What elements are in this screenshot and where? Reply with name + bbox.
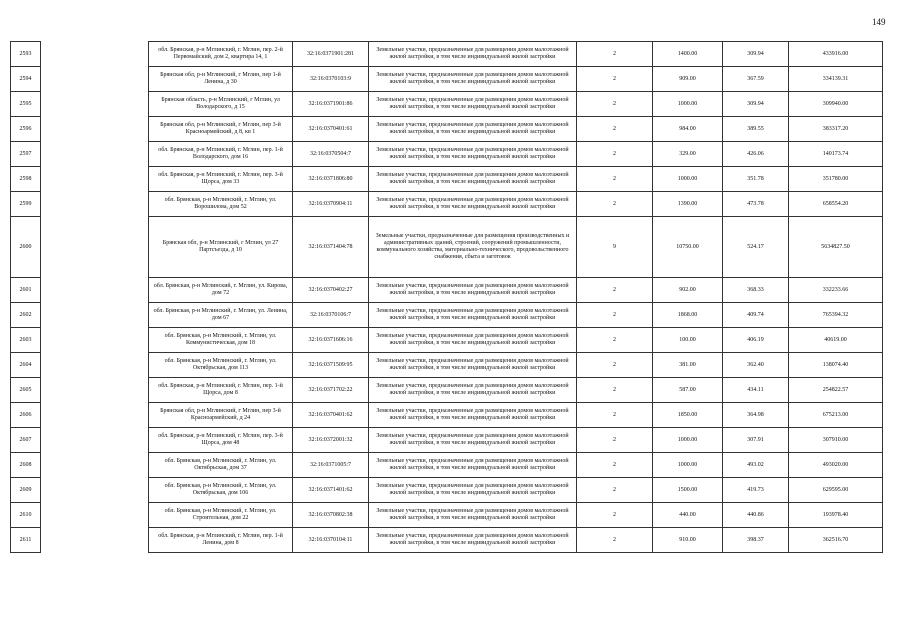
land-use-cell: Земельные участки, предназначенные для размещения домов малоэтажной жилой застройки, в том числе индивидуальной жилой застройки bbox=[369, 428, 577, 453]
table-row bbox=[11, 117, 883, 142]
specific-value-cell: 364.98 bbox=[723, 403, 789, 428]
cadastral-number-cell: 32:16:0370504:7 bbox=[293, 142, 369, 167]
area-cell: 100.00 bbox=[653, 328, 723, 353]
table-row bbox=[11, 428, 883, 453]
address-cell: Брянская обл, р-н Мглинский, г Мглин, пер 3-й Красноармейский, д 24 bbox=[149, 403, 293, 428]
area-cell: 1000.00 bbox=[653, 428, 723, 453]
land-use-cell: Земельные участки, предназначенные для размещения домов малоэтажной жилой застройки, в том числе индивидуальной жилой застройки bbox=[369, 303, 577, 328]
area-cell: 1500.00 bbox=[653, 478, 723, 503]
blank-column bbox=[41, 453, 149, 478]
area-cell: 587.00 bbox=[653, 378, 723, 403]
land-use-cell: Земельные участки, предназначенные для размещения домов малоэтажной жилой застройки, в том числе индивидуальной жилой застройки bbox=[369, 328, 577, 353]
land-use-cell: Земельные участки, предназначенные для размещения домов малоэтажной жилой застройки, в том числе индивидуальной жилой застройки bbox=[369, 42, 577, 67]
blank-column bbox=[41, 142, 149, 167]
address-cell: обл. Брянская, р-н Мглинский, г. Мглин, пер. 1-й Володарского, дом 16 bbox=[149, 142, 293, 167]
cadastral-number-cell: 32:16:0371401:62 bbox=[293, 478, 369, 503]
row-number: 2610 bbox=[11, 503, 41, 528]
specific-value-cell: 398.37 bbox=[723, 528, 789, 553]
specific-value-cell: 389.55 bbox=[723, 117, 789, 142]
cadastral-value-cell: 351780.00 bbox=[789, 167, 883, 192]
cadastral-value-cell: 140173.74 bbox=[789, 142, 883, 167]
address-cell: обл. Брянская, р-н Мглинский, г. Мглин, пер. 3-й Щорса, дом 33 bbox=[149, 167, 293, 192]
blank-column bbox=[41, 528, 149, 553]
row-number: 2605 bbox=[11, 378, 41, 403]
address-cell: обл. Брянская, р-н Мглинский, г. Мглин, ул. Кирова, дом 72 bbox=[149, 278, 293, 303]
row-number: 2594 bbox=[11, 67, 41, 92]
blank-column bbox=[41, 92, 149, 117]
address-cell: Брянская область, р-н Мглинский, г Мглин, ул Володарского, д 15 bbox=[149, 92, 293, 117]
cadastral-value-cell: 334139.31 bbox=[789, 67, 883, 92]
cadastral-value-cell: 629595.00 bbox=[789, 478, 883, 503]
area-cell: 1868.00 bbox=[653, 303, 723, 328]
table-row bbox=[11, 142, 883, 167]
table-row bbox=[11, 503, 883, 528]
land-use-cell: Земельные участки, предназначенные для размещения домов малоэтажной жилой застройки, в том числе индивидуальной жилой застройки bbox=[369, 528, 577, 553]
area-cell: 902.00 bbox=[653, 278, 723, 303]
area-cell: 1400.00 bbox=[653, 42, 723, 67]
cadastral-number-cell: 32:16:0371404:78 bbox=[293, 217, 369, 278]
specific-value-cell: 368.33 bbox=[723, 278, 789, 303]
address-cell: обл. Брянская, р-н Мглинский, г. Мглин, ул. Коммунистическая, дом 18 bbox=[149, 328, 293, 353]
group-cell: 2 bbox=[577, 528, 653, 553]
specific-value-cell: 419.73 bbox=[723, 478, 789, 503]
row-number: 2604 bbox=[11, 353, 41, 378]
cadastral-value-cell: 493020.00 bbox=[789, 453, 883, 478]
cadastral-value-cell: 383317.20 bbox=[789, 117, 883, 142]
group-cell: 2 bbox=[577, 142, 653, 167]
row-number: 2603 bbox=[11, 328, 41, 353]
specific-value-cell: 367.59 bbox=[723, 67, 789, 92]
blank-column bbox=[41, 303, 149, 328]
row-number: 2609 bbox=[11, 478, 41, 503]
group-cell: 2 bbox=[577, 192, 653, 217]
land-use-cell: Земельные участки, предназначенные для размещения домов малоэтажной жилой застройки, в том числе индивидуальной жилой застройки bbox=[369, 278, 577, 303]
table-row bbox=[11, 217, 883, 278]
blank-column bbox=[41, 192, 149, 217]
address-cell: обл. Брянская, р-н Мглинский, г. Мглин, пер. 2-й Первомайский, дом 2, квартира 14, 1 bbox=[149, 42, 293, 67]
area-cell: 10750.00 bbox=[653, 217, 723, 278]
address-cell: обл. Брянская, р-н Мглинский, г. Мглин, пер. 1-й Щорса, дом 8 bbox=[149, 378, 293, 403]
cadastral-number-cell: 32:16:0370802:38 bbox=[293, 503, 369, 528]
table-row bbox=[11, 92, 883, 117]
address-cell: обл. Брянская, р-н Мглинский, г. Мглин, ул. Ворошилова, дом 52 bbox=[149, 192, 293, 217]
table-row bbox=[11, 403, 883, 428]
row-number: 2598 bbox=[11, 167, 41, 192]
specific-value-cell: 409.74 bbox=[723, 303, 789, 328]
address-cell: обл. Брянская, р-н Мглинский, г. Мглин, ул. Строительная, дом 22 bbox=[149, 503, 293, 528]
cadastral-value-cell: 307910.00 bbox=[789, 428, 883, 453]
specific-value-cell: 309.94 bbox=[723, 42, 789, 67]
row-number: 2597 bbox=[11, 142, 41, 167]
blank-column bbox=[41, 403, 149, 428]
cadastral-value-cell: 254822.57 bbox=[789, 378, 883, 403]
table-row bbox=[11, 167, 883, 192]
specific-value-cell: 351.78 bbox=[723, 167, 789, 192]
specific-value-cell: 309.94 bbox=[723, 92, 789, 117]
blank-column bbox=[41, 503, 149, 528]
specific-value-cell: 524.17 bbox=[723, 217, 789, 278]
land-use-cell: Земельные участки, предназначенные для размещения домов малоэтажной жилой застройки, в том числе индивидуальной жилой застройки bbox=[369, 67, 577, 92]
group-cell: 2 bbox=[577, 403, 653, 428]
cadastral-number-cell: 32:16:0370401:62 bbox=[293, 403, 369, 428]
row-number: 2593 bbox=[11, 42, 41, 67]
land-use-cell: Земельные участки, предназначенные для размещения домов малоэтажной жилой застройки, в том числе индивидуальной жилой застройки bbox=[369, 453, 577, 478]
specific-value-cell: 493.02 bbox=[723, 453, 789, 478]
cadastral-value-cell: 765394.32 bbox=[789, 303, 883, 328]
address-cell: Брянская обл, р-н Мглинский, г Мглин, пер 3-й Красноармейский, д 8, кв 1 bbox=[149, 117, 293, 142]
table-row bbox=[11, 67, 883, 92]
group-cell: 2 bbox=[577, 167, 653, 192]
row-number: 2595 bbox=[11, 92, 41, 117]
area-cell: 1000.00 bbox=[653, 453, 723, 478]
blank-column bbox=[41, 67, 149, 92]
area-cell: 910.00 bbox=[653, 528, 723, 553]
cadastral-number-cell: 32:16:0371901:281 bbox=[293, 42, 369, 67]
address-cell: Брянская обл, р-н Мглинский, г Мглин, пер 1-й Ленина, д 30 bbox=[149, 67, 293, 92]
cadastral-value-cell: 309940.00 bbox=[789, 92, 883, 117]
blank-column bbox=[41, 42, 149, 67]
table-row bbox=[11, 42, 883, 67]
cadastral-number-cell: 32:16:0371901:86 bbox=[293, 92, 369, 117]
land-use-cell: Земельные участки, предназначенные для размещения домов малоэтажной жилой застройки, в том числе индивидуальной жилой застройки bbox=[369, 167, 577, 192]
specific-value-cell: 473.78 bbox=[723, 192, 789, 217]
table-row bbox=[11, 278, 883, 303]
row-number: 2611 bbox=[11, 528, 41, 553]
blank-column bbox=[41, 278, 149, 303]
group-cell: 2 bbox=[577, 328, 653, 353]
blank-column bbox=[41, 428, 149, 453]
row-number: 2606 bbox=[11, 403, 41, 428]
blank-column bbox=[41, 478, 149, 503]
cadastral-number-cell: 32:16:0370106:7 bbox=[293, 303, 369, 328]
land-use-cell: Земельные участки, предназначенные для размещения домов малоэтажной жилой застройки, в том числе индивидуальной жилой застройки bbox=[369, 117, 577, 142]
land-use-cell: Земельные участки, предназначенные для размещения домов малоэтажной жилой застройки, в том числе индивидуальной жилой застройки bbox=[369, 403, 577, 428]
specific-value-cell: 434.11 bbox=[723, 378, 789, 403]
group-cell: 2 bbox=[577, 67, 653, 92]
row-number: 2602 bbox=[11, 303, 41, 328]
table-body bbox=[11, 42, 883, 553]
cadastral-value-cell: 362516.70 bbox=[789, 528, 883, 553]
area-cell: 1000.00 bbox=[653, 167, 723, 192]
group-cell: 2 bbox=[577, 278, 653, 303]
blank-column bbox=[41, 328, 149, 353]
land-use-cell: Земельные участки, предназначенные для размещения производственных и административных зданий, строений, сооружений промышленности, коммунального хозяйства, материально-технического, продовольственного снабжения, сбыта и заготовок bbox=[369, 217, 577, 278]
area-cell: 909.00 bbox=[653, 67, 723, 92]
address-cell: обл. Брянская, р-н Мглинский, г. Мглин, пер. 1-й Ленина, дом 8 bbox=[149, 528, 293, 553]
cadastral-number-cell: 32:16:0370402:27 bbox=[293, 278, 369, 303]
cadastral-value-cell: 5634827.50 bbox=[789, 217, 883, 278]
cadastral-value-cell: 138074.40 bbox=[789, 353, 883, 378]
table-row bbox=[11, 353, 883, 378]
specific-value-cell: 362.40 bbox=[723, 353, 789, 378]
address-cell: Брянская обл, р-н Мглинский, г Мглин, ул 27 Партсъезда, д 10 bbox=[149, 217, 293, 278]
cadastral-number-cell: 32:16:0371806:80 bbox=[293, 167, 369, 192]
cadastral-number-cell: 32:16:0370103:9 bbox=[293, 67, 369, 92]
area-cell: 381.00 bbox=[653, 353, 723, 378]
blank-column bbox=[41, 167, 149, 192]
table-row bbox=[11, 378, 883, 403]
cadastral-value-cell: 40619.00 bbox=[789, 328, 883, 353]
area-cell: 1000.00 bbox=[653, 92, 723, 117]
table-row bbox=[11, 303, 883, 328]
cadastral-number-cell: 32:16:0372001:32 bbox=[293, 428, 369, 453]
page-number: 149 bbox=[872, 17, 886, 27]
table-row bbox=[11, 328, 883, 353]
address-cell: обл. Брянская, р-н Мглинский, г. Мглин, ул. Октябрьская, дом 113 bbox=[149, 353, 293, 378]
cadastral-number-cell: 32:16:0370104:11 bbox=[293, 528, 369, 553]
group-cell: 2 bbox=[577, 503, 653, 528]
cadastral-value-table bbox=[10, 41, 883, 553]
specific-value-cell: 406.19 bbox=[723, 328, 789, 353]
specific-value-cell: 426.06 bbox=[723, 142, 789, 167]
cadastral-value-cell: 675213.00 bbox=[789, 403, 883, 428]
address-cell: обл. Брянская, р-н Мглинский, г. Мглин, ул. Октябрьская, дом 37 bbox=[149, 453, 293, 478]
area-cell: 984.00 bbox=[653, 117, 723, 142]
row-number: 2600 bbox=[11, 217, 41, 278]
land-use-cell: Земельные участки, предназначенные для размещения домов малоэтажной жилой застройки, в том числе индивидуальной жилой застройки bbox=[369, 192, 577, 217]
row-number: 2601 bbox=[11, 278, 41, 303]
group-cell: 9 bbox=[577, 217, 653, 278]
land-use-cell: Земельные участки, предназначенные для размещения домов малоэтажной жилой застройки, в том числе индивидуальной жилой застройки bbox=[369, 92, 577, 117]
row-number: 2607 bbox=[11, 428, 41, 453]
group-cell: 2 bbox=[577, 378, 653, 403]
address-cell: обл. Брянская, р-н Мглинский, г. Мглин, ул. Ленина, дом 67 bbox=[149, 303, 293, 328]
group-cell: 2 bbox=[577, 353, 653, 378]
land-use-cell: Земельные участки, предназначенные для размещения домов малоэтажной жилой застройки, в том числе индивидуальной жилой застройки bbox=[369, 378, 577, 403]
group-cell: 2 bbox=[577, 478, 653, 503]
area-cell: 1390.00 bbox=[653, 192, 723, 217]
table-row bbox=[11, 528, 883, 553]
cadastral-value-cell: 332233.66 bbox=[789, 278, 883, 303]
specific-value-cell: 307.91 bbox=[723, 428, 789, 453]
cadastral-number-cell: 32:16:0370401:61 bbox=[293, 117, 369, 142]
group-cell: 2 bbox=[577, 453, 653, 478]
row-number: 2608 bbox=[11, 453, 41, 478]
cadastral-number-cell: 32:16:0371702:22 bbox=[293, 378, 369, 403]
area-cell: 329.00 bbox=[653, 142, 723, 167]
land-use-cell: Земельные участки, предназначенные для размещения домов малоэтажной жилой застройки, в том числе индивидуальной жилой застройки bbox=[369, 478, 577, 503]
table-row bbox=[11, 453, 883, 478]
blank-column bbox=[41, 117, 149, 142]
cadastral-number-cell: 32:16:0371606:16 bbox=[293, 328, 369, 353]
group-cell: 2 bbox=[577, 117, 653, 142]
area-cell: 440.00 bbox=[653, 503, 723, 528]
table-row bbox=[11, 478, 883, 503]
blank-column bbox=[41, 353, 149, 378]
cadastral-value-cell: 658554.20 bbox=[789, 192, 883, 217]
cadastral-number-cell: 32:16:0371509:95 bbox=[293, 353, 369, 378]
table-row bbox=[11, 192, 883, 217]
row-number: 2599 bbox=[11, 192, 41, 217]
group-cell: 2 bbox=[577, 92, 653, 117]
cadastral-number-cell: 32:16:0370904:11 bbox=[293, 192, 369, 217]
group-cell: 2 bbox=[577, 428, 653, 453]
area-cell: 1850.00 bbox=[653, 403, 723, 428]
specific-value-cell: 440.86 bbox=[723, 503, 789, 528]
land-use-cell: Земельные участки, предназначенные для размещения домов малоэтажной жилой застройки, в том числе индивидуальной жилой застройки bbox=[369, 503, 577, 528]
row-number: 2596 bbox=[11, 117, 41, 142]
group-cell: 2 bbox=[577, 303, 653, 328]
blank-column bbox=[41, 378, 149, 403]
land-use-cell: Земельные участки, предназначенные для размещения домов малоэтажной жилой застройки, в том числе индивидуальной жилой застройки bbox=[369, 142, 577, 167]
cadastral-number-cell: 32:16:0371005:7 bbox=[293, 453, 369, 478]
address-cell: обл. Брянская, р-н Мглинский, г. Мглин, ул. Октябрьская, дом 106 bbox=[149, 478, 293, 503]
cadastral-value-cell: 193978.40 bbox=[789, 503, 883, 528]
group-cell: 2 bbox=[577, 42, 653, 67]
land-use-cell: Земельные участки, предназначенные для размещения домов малоэтажной жилой застройки, в том числе индивидуальной жилой застройки bbox=[369, 353, 577, 378]
cadastral-value-cell: 433916.00 bbox=[789, 42, 883, 67]
blank-column bbox=[41, 217, 149, 278]
address-cell: обл. Брянская, р-н Мглинский, г. Мглин, пер. 3-й Щорса, дом 48 bbox=[149, 428, 293, 453]
